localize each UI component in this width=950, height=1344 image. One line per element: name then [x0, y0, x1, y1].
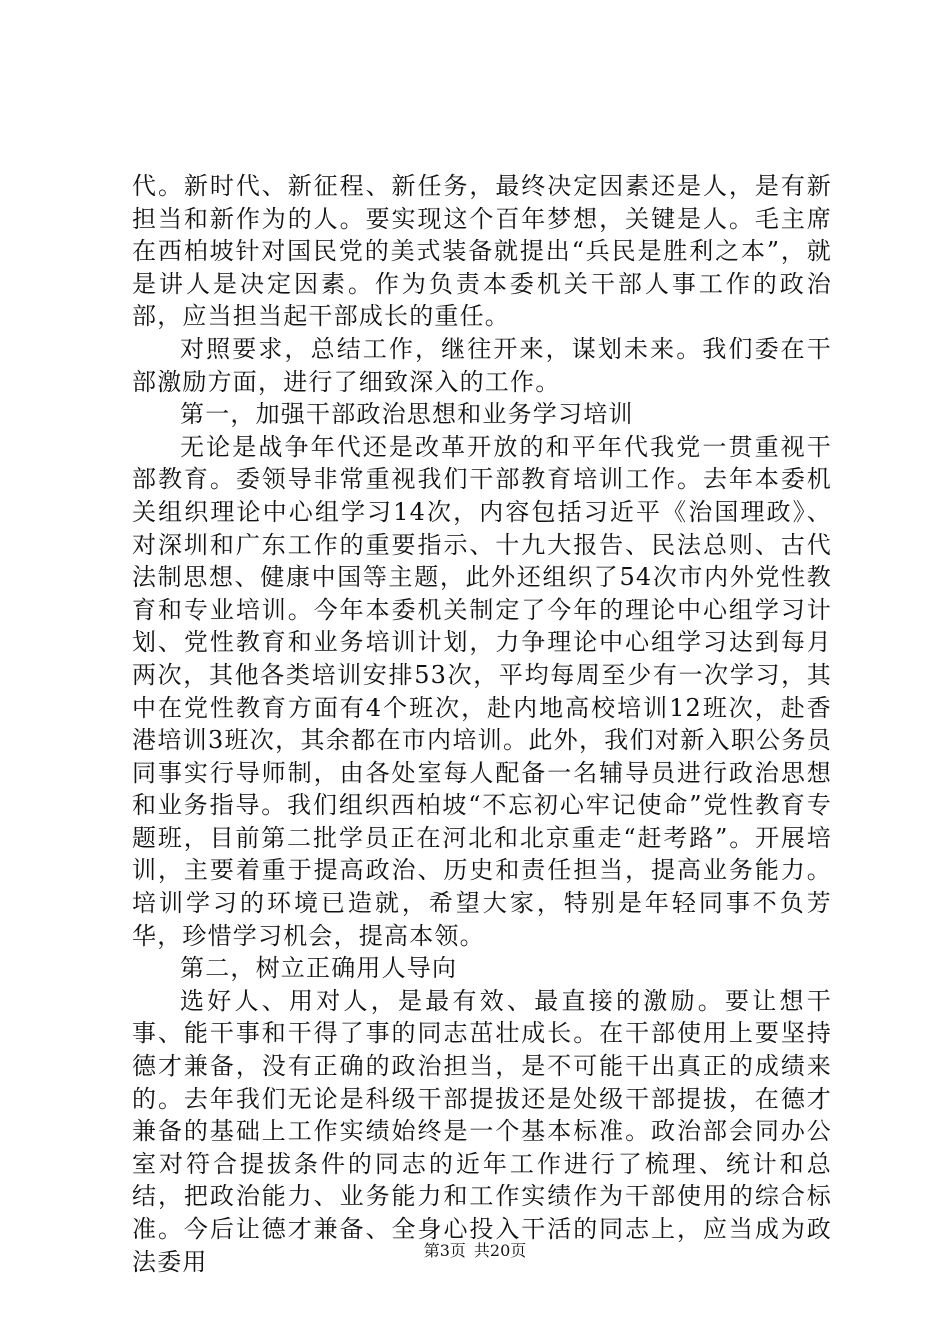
paragraph-2: 对照要求，总结工作，继往开来，谋划未来。我们委在干部激励方面，进行了细致深入的工作。 — [132, 334, 832, 396]
page-total: 共20页 — [473, 1241, 527, 1260]
page-number: 第3页 — [423, 1241, 466, 1260]
paragraph-3: 无论是战争年代还是改革开放的和平年代我党一贯重视干部教育。委领导非常重视我们干部教育培训工作。去年本委机关组织理论中心组学习14次，内容包括习近平《治国理政》、对深圳和广东工作的重要指示、十九大报告、民法总则、古代法制思想、健康中国等主题，此外还组织了54次市内外党性教育和专业培训。今年本委机关制定了今年的理论中心组学习计划、党性教育和业务培训计划，力争理论中心组学习达到每月两次，其他各类培训安排53次，平均每周至少有一次学习，其中在党性教育方面有4个班次，赴内地高校培训12班次，赴香港培训3班次，其余都在市内培训。此外，我们对新入职公务员同事实行导师制，由各处室每人配备一名辅导员进行政治思想和业务指导。我们组织西柏坡“不忘初心牢记使命”党性教育专题班，目前第二批学员正在河北和北京重走“赶考路”。开展培训，主要着重于提高政治、历史和责任担当，提高业务能力。培训学习的环境已造就，希望大家，特别是年轻同事不负芳华，珍惜学习机会，提高本领。 — [132, 432, 832, 950]
paragraph-4: 选好人、用对人，是最有效、最直接的激励。要让想干事、能干事和干得了事的同志茁壮成长。在干部使用上要坚持德才兼备，没有正确的政治担当，是不可能干出真正的成绩来的。去年我们无论是科级干部提拔还是处级干部提拔，在德才兼备的基础上工作实绩始终是一个基本标准。政治部会同办公室对符合提拔条件的同志的近年工作进行了梳理、统计和总结，把政治能力、业务能力和工作实绩作为干部使用的综合标准。今后让德才兼备、全身心投入干活的同志上，应当成为政法委用 — [132, 986, 832, 1276]
paragraph-1: 代。新时代、新征程、新任务，最终决定因素还是人，是有新担当和新作为的人。要实现这个百年梦想，关键是人。毛主席在西柏坡针对国民党的美式装备就提出“兵民是胜利之本”，就是讲人是决定因素。作为负责本委机关干部人事工作的政治部，应当担当起干部成长的重任。 — [132, 172, 832, 331]
section-heading-2: 第二，树立正确用人导向 — [180, 954, 458, 983]
page-footer — [0, 1238, 950, 1261]
document-body — [132, 170, 832, 1278]
section-heading-1: 第一，加强干部政治思想和业务学习培训 — [180, 400, 634, 429]
